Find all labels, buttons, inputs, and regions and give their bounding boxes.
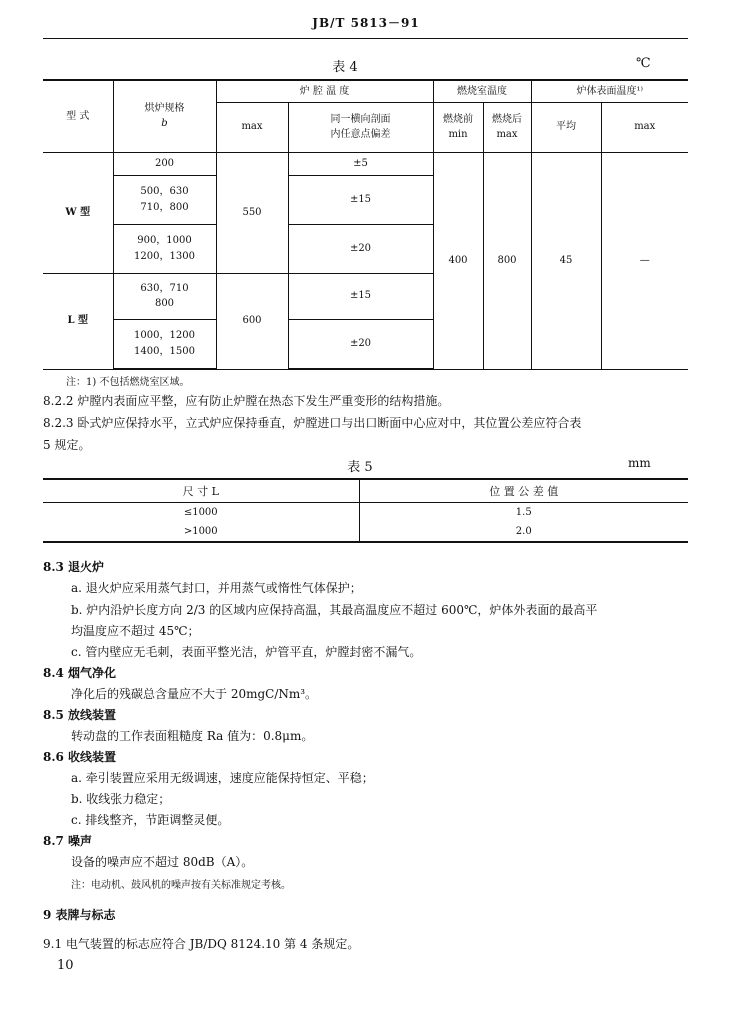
standard-code-header: JB/T 5813－91 — [312, 16, 420, 30]
item-8-6-a: a. 牵引装置应采用无级调速，速度应能保持恒定、平稳； — [71, 771, 374, 785]
type-w: W 型 — [43, 152, 113, 273]
spec-cell: 1000，1200 1400，1500 — [113, 319, 216, 369]
tolerance-cell: 1.5 — [359, 503, 688, 523]
header-surface-temp: 炉体表面温度¹⁾ — [531, 80, 688, 102]
header-spec — [113, 80, 216, 152]
header-deviation: 同一横向剖面 内任意点偏差 — [288, 102, 433, 152]
section-8-4-text: 净化后的残碳总含量应不大于 20mgC/Nm³。 — [71, 687, 318, 701]
spec-cell: 500，630 710，800 — [113, 175, 216, 224]
tolerance-cell: 2.0 — [359, 522, 688, 542]
header-size: 尺 寸 L — [43, 479, 359, 503]
deviation-cell: ±15 — [288, 175, 433, 224]
para-8-2-3: 8.2.3 卧式炉应保持水平，立式炉应保持垂直，炉膛进口与出口断面中心应对中，其位置公差应符合表 — [43, 416, 582, 430]
header-cavity-temp: 炉 腔 温 度 — [216, 80, 433, 102]
deviation-cell: ±15 — [288, 273, 433, 319]
table5-title: 表 5 — [347, 460, 373, 475]
item-8-6-c: c. 排线整齐，节距调整灵便。 — [71, 813, 230, 827]
type-l: L 型 — [43, 273, 113, 369]
spec-cell: 200 — [113, 152, 216, 175]
section-9-1-text: 9.1 电气装置的标志应符合 JB/DQ 8124.10 第 4 条规定。 — [43, 937, 360, 951]
spec-cell: 900，1000 1200，1300 — [113, 224, 216, 273]
section-8-6-heading: 8.6 收线装置 — [43, 750, 117, 764]
para-8-2-3-cont: 5 规定。 — [43, 438, 91, 452]
header-before-burn: 燃烧前 min — [433, 102, 483, 152]
header-type: 型 式 — [43, 80, 113, 152]
section-8-5-heading: 8.5 放线装置 — [43, 708, 117, 722]
deviation-cell: ±5 — [288, 152, 433, 175]
page-number: 10 — [57, 958, 74, 973]
table5-unit: mm — [628, 456, 651, 470]
size-cell: ≤1000 — [183, 507, 218, 518]
section-8-7-heading: 8.7 噪声 — [43, 834, 93, 848]
table4-title: 表 4 — [332, 60, 358, 75]
header-spec-label: 烘炉规格 — [144, 102, 185, 114]
header-after-burn: 燃烧后 max — [483, 102, 531, 152]
surface-max-cell: — — [601, 152, 688, 369]
section-9-heading: 9 表牌与标志 — [43, 908, 116, 922]
header-rule — [43, 38, 688, 39]
burn-min-cell: 400 — [433, 152, 483, 369]
section-8-3-heading: 8.3 退火炉 — [43, 560, 105, 574]
surface-avg-cell: 45 — [531, 152, 601, 369]
section-8-7-note: 注：电动机、鼓风机的噪声按有关标准规定考核。 — [71, 880, 291, 891]
l-max-cell: 600 — [216, 273, 288, 369]
item-8-3-a: a. 退火炉应采用蒸气封口，并用蒸气或惰性气体保护； — [71, 581, 362, 595]
table-4 — [43, 79, 688, 370]
w-max-cell: 550 — [216, 152, 288, 273]
header-surface-avg: 平均 — [531, 102, 601, 152]
para-8-2-2: 8.2.2 炉膛内表面应平整，应有防止炉膛在热态下发生严重变形的结构措施。 — [43, 394, 450, 408]
table4-unit: ℃ — [636, 56, 651, 71]
header-spec-symbol: b — [161, 118, 168, 130]
item-8-3-c: c. 管内壁应无毛刺，表面平整光洁，炉管平直，炉膛封密不漏气。 — [71, 645, 422, 659]
section-8-7-text: 设备的噪声应不超过 80dB（A）。 — [71, 855, 254, 869]
spec-cell: 630，710 800 — [113, 273, 216, 319]
header-surface-max: max — [601, 102, 688, 152]
table-5 — [43, 478, 688, 543]
item-8-6-b: b. 收线张力稳定； — [71, 792, 171, 806]
header-cavity-max: max — [216, 102, 288, 152]
table4-note: 注：1) 不包括燃烧室区域。 — [66, 377, 190, 388]
section-8-5-text: 转动盘的工作表面粗糙度 Ra 值为：0.8μm。 — [71, 729, 314, 743]
header-tolerance: 位 置 公 差 值 — [359, 479, 688, 503]
deviation-cell: ±20 — [288, 224, 433, 273]
section-8-4-heading: 8.4 烟气净化 — [43, 666, 117, 680]
header-burn-temp: 燃烧室温度 — [433, 80, 531, 102]
size-cell: >1000 — [43, 522, 359, 542]
burn-max-cell: 800 — [483, 152, 531, 369]
deviation-cell: ±20 — [288, 319, 433, 369]
item-8-3-b: b. 炉内沿炉长度方向 2/3 的区域内应保持高温，其最高温度应不超过 600℃，炉体外表面的最高平 — [71, 603, 598, 617]
item-8-3-b-cont: 均温度应不超过 45℃； — [71, 624, 200, 638]
